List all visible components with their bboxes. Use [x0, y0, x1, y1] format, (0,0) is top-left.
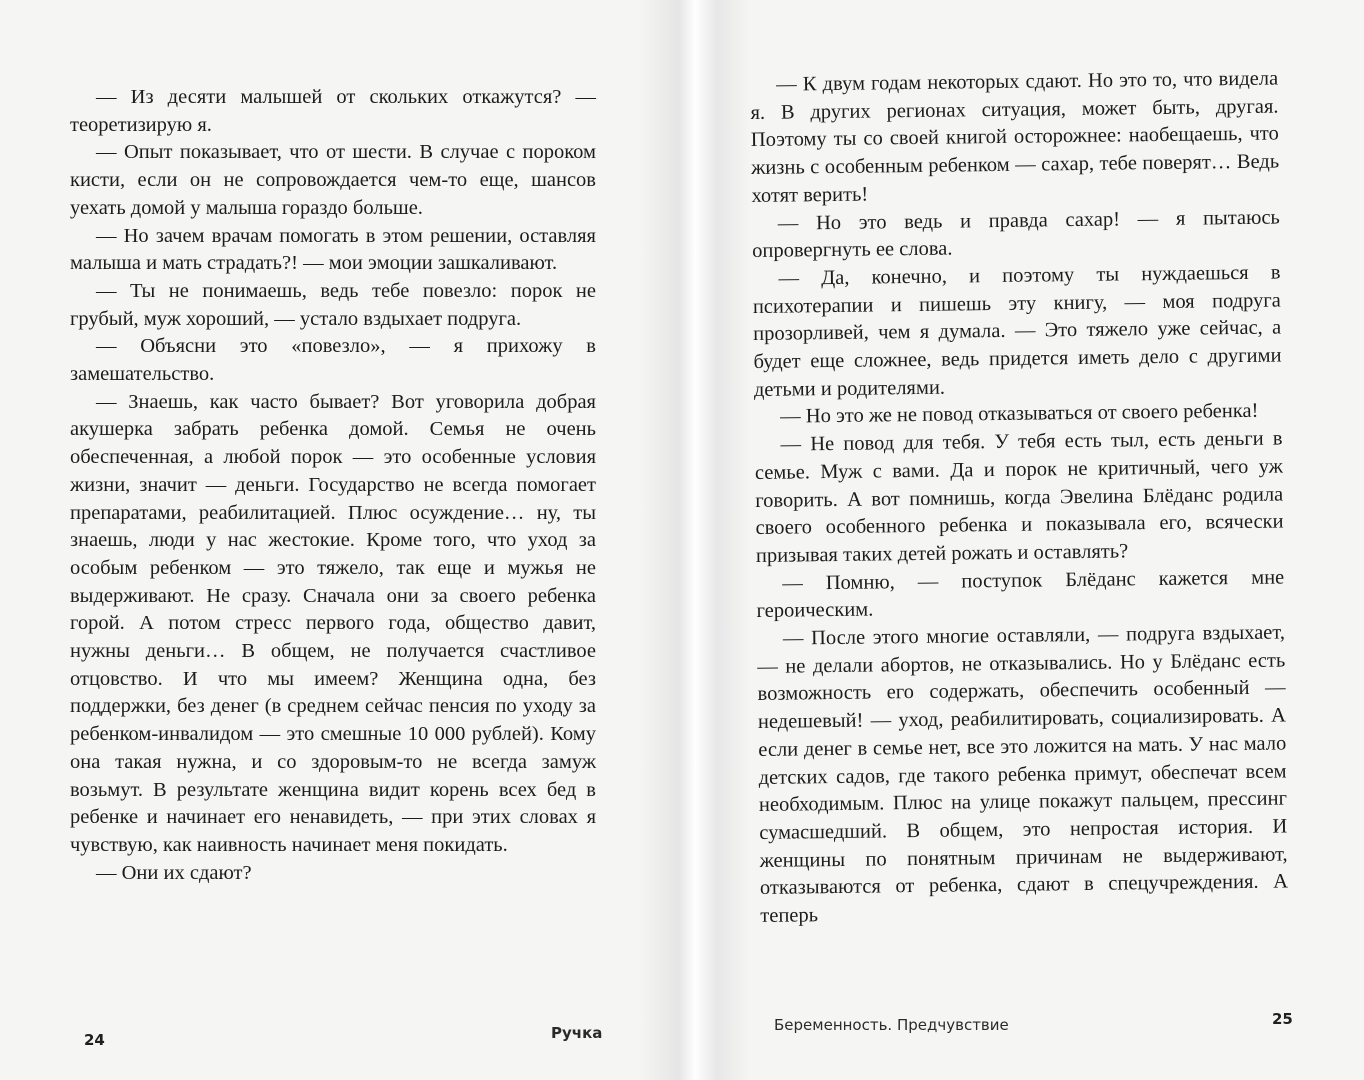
paragraph: — Объясни это «повезло», — я прихожу в замешательство.	[70, 335, 596, 386]
paragraph: — Да, конечно, и поэтому ты нуждаешься в психотерапии и пишешь эту книгу, — моя подруга прозорливей, чем я думала. — Это тяжело уже сейчас, а будет еще сложнее, ведь придется иметь дело с другими детьми и родителями.	[752, 261, 1282, 401]
paragraph: — Опыт показывает, что от шести. В случае с пороком кисти, если он не сопровождается чем-то еще, шансов уехать домой у малыша гораздо больше.	[70, 141, 596, 219]
running-head: Беременность. Предчувствие	[774, 1016, 1009, 1034]
page-number: 24	[84, 1031, 105, 1049]
page-number: 25	[1272, 1010, 1293, 1028]
paragraph: — После этого многие оставляли, — подруга вздыхает, — не делали абортов, не отказывались. Но у Блёданс есть возможность его содержать, обеспечить особенный — недешевый! — уход, реабилитировать, социализировать. А если денег в семье нет, все это ложится на мать. У нас мало детских садов, где такого ребенка примут, обеспечат всем необходимым. Плюс на улице покажут пальцем, прессинг сумасшедший. В общем, это непростая история. И женщины по понятным причинам не выдерживают, отказываются от ребенка, сдают в спецучреждения. А теперь	[757, 621, 1289, 928]
book-gutter	[640, 0, 750, 1080]
paragraph: — Ты не понимаешь, ведь тебе повезло: порок не грубый, муж хороший, — устало вздыхает подруга.	[70, 279, 596, 330]
paragraph: — Знаешь, как часто бывает? Вот уговорила добрая акушерка забрать ребенка домой. Семья не очень обеспеченная, а любой порок — это особенные условия жизни, значит — деньги. Государство не всегда помогает препаратами, реабилитацией. Плюс осуждение… ну, ты знаешь, люди у нас жестокие. Кроме того, что уход за особым ребенком — это тяжело, так еще и мужья не выдерживают. Не сразу. Сначала они за своего ребенка горой. А потом стресс первого года, общество давит, нужны деньги… В общем, не получается счастливое отцовство. И что мы имеем? Женщина одна, без поддержки, без денег (в среднем сейчас пенсия по уходу за ребенком-инвалидом — это смешные 10 000 рублей). Кому она такая нужна, и со здоровым-то не всегда замуж возьмут. В результате женщина видит корень всех бед в ребенке и начинает его ненавидеть, — при этих словах я чувствую, как наивность начинает меня покидать.	[70, 390, 596, 856]
paragraph: — Не повод для тебя. У тебя есть тыл, есть деньги в семье. Муж с вами. Да и порок не критичный, чего уж говорить. А вот помнишь, когда Эвелина Блёданс родила своего особенного ребенка и показывала его, всячески призывая таких детей рожать и оставлять?	[754, 427, 1284, 567]
right-page	[682, 0, 1364, 1080]
left-page-text	[70, 84, 596, 887]
paragraph: — К двум годам некоторых сдают. Но это то, что видела я. В других регионах ситуация, может быть, другая. Поэтому ты со своей книгой осторожнее: наобещаешь, что жизнь с особенным ребенком — сахар, тебе поверят… Ведь хотят верить!	[750, 67, 1280, 207]
paragraph: — Они их сдают?	[96, 861, 252, 884]
paragraph: — Но это ведь и правда сахар! — я пытаюсь опровергнуть ее слова.	[752, 206, 1280, 263]
paragraph: — Но это же не повод отказываться от своего ребенка!	[780, 400, 1259, 429]
paragraph: — Помню, — поступок Блёданс кажется мне героическим.	[756, 566, 1285, 623]
running-head: Ручка	[551, 1024, 603, 1042]
paragraph: — Но зачем врачам помогать в этом решении, оставляя малыша и мать страдать?! — мои эмоции зашкаливают.	[70, 224, 596, 275]
right-page-text	[750, 66, 1288, 931]
paragraph: — Из десяти малышей от скольких откажутся? — теоретизирую я.	[70, 86, 596, 136]
